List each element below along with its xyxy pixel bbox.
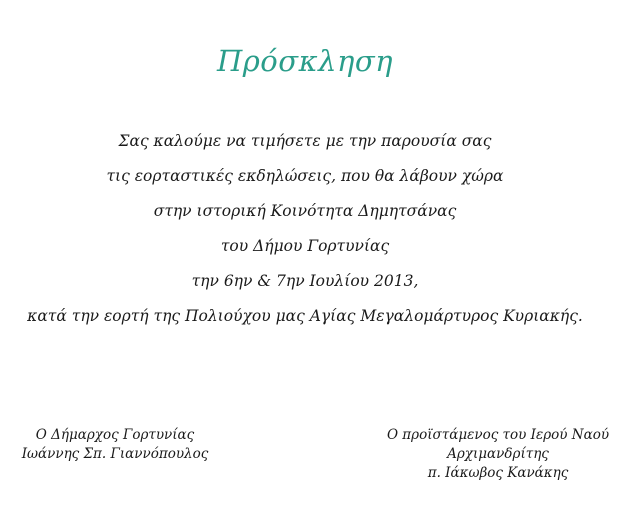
invitation-title: Πρόσκληση	[216, 44, 394, 78]
priest-rank: Αρχιμανδρίτης	[447, 446, 549, 462]
invitation-line: του Δήμου Γορτυνίας	[220, 237, 390, 255]
priest-signature-block	[382, 426, 614, 483]
priest-name: π. Ιάκωβος Κανάκης	[427, 465, 569, 481]
invitation-line: κατά την εορτή της Πολιούχου μας Αγίας Μεγαλομάρτυρος Κυριακής.	[27, 307, 583, 325]
invitation-line: Σας καλούμε να τιμήσετε με την παρουσία σας	[118, 132, 492, 150]
priest-role: Ο προϊστάμενος του Ιερού Ναού	[386, 427, 610, 443]
invitation-line: τις εορταστικές εκδηλώσεις, που θα λάβουν χώρα	[106, 167, 504, 185]
invitation-line: στην ιστορική Κοινότητα Δημητσάνας	[153, 202, 457, 220]
mayor-signature-block	[20, 426, 210, 464]
mayor-role: Ο Δήμαρχος Γορτυνίας	[35, 427, 195, 443]
invitation-line: την 6ην & 7ην Ιουλίου 2013,	[191, 272, 419, 290]
invitation-body	[0, 124, 610, 334]
mayor-name: Ιωάννης Σπ. Γιαννόπουλος	[21, 446, 209, 462]
